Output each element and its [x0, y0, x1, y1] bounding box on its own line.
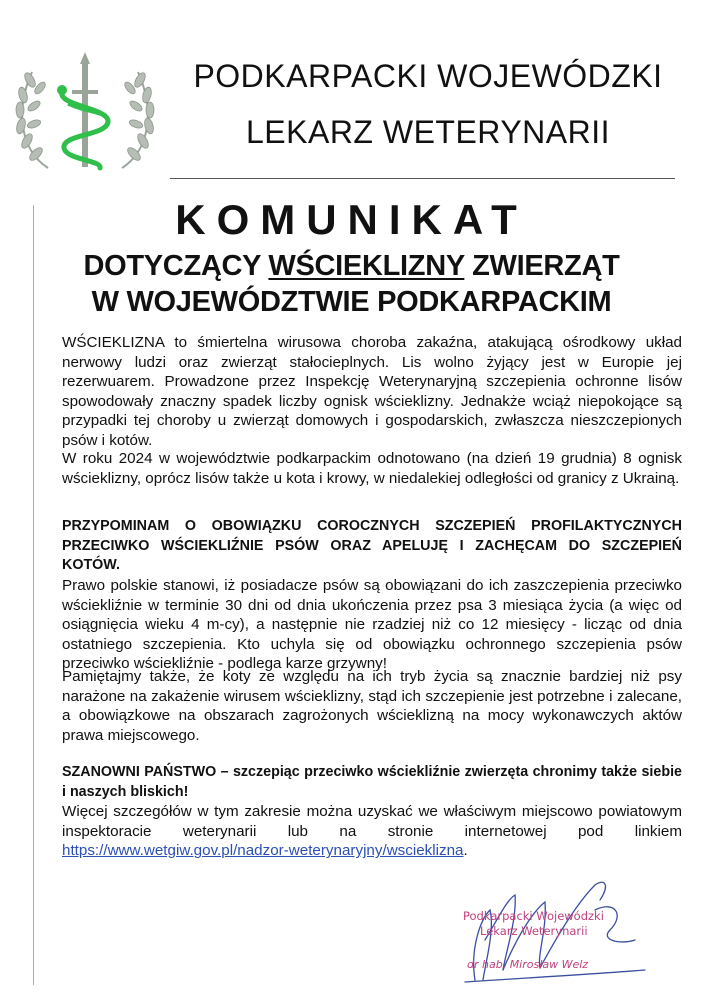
header-title-line2: LEKARZ WETERYNARII — [245, 114, 611, 150]
paragraph-law: Prawo polskie stanowi, iż posiadacze psów są obowiązani do ich zaszczepienia przeciwko wściekliźnie w terminie 30 dni od dnia ukończenia przez psa 3 miesiąca życia (a więc od osiągnięcia wieku 4 m-cy), a następnie nie rzadziej niż co 12 miesięcy - licząc od dnia ostatniego szczepienia. Kto uchyla się od obowiązku ochronnego szczepienia psów przeciwko wściekliźnie - podlega karze grzywny! — [62, 577, 682, 673]
document-subtitle-line2: W WOJEWÓDZTWIE PODKARPACKIM — [91, 286, 612, 318]
document-heading: KOMUNIKAT — [175, 196, 528, 243]
link-suffix: . — [463, 842, 468, 860]
header-divider — [170, 178, 675, 179]
wetgiw-link[interactable]: https://www.wetgiw.gov.pl/nadzor-weterynaryjny/wscieklizna — [62, 842, 464, 860]
header-title-line1: PODKARPACKI WOJEWÓDZKI — [193, 58, 663, 94]
paragraph-more-info — [62, 802, 682, 861]
subtitle-part1: DOTYCZĄCY — [83, 250, 269, 282]
paragraph-cats: Pamiętajmy także, że koty ze względu na ich tryb życia są znacznie bardziej niż psy narażone na zakażenie wirusem wścieklizny, stąd ich szczepienie jest potrzebne i zalecane, a obowiązkowe na obszarach zagrożonych wścieklizną na mocy wykonawczych aktów prawa miejscowego. — [62, 668, 682, 744]
stamp-signatory: dr hab. Mirosław Welz — [467, 958, 589, 971]
subtitle-part2: ZWIERZĄT — [464, 250, 620, 282]
document-subtitle-line1 — [0, 250, 703, 283]
bold-appeal: SZANOWNI PAŃSTWO – szczepiąc przeciwko wściekliźnie zwierzęta chronimy także siebie i naszych bliskich! — [62, 764, 682, 800]
bold-notice: PRZYPOMINAM O OBOWIĄZKU COROCZNYCH SZCZEPIEŃ PROFILAKTYCZNYCH PRZECIWKO WŚCIEKLIŹNIE PSÓW ORAZ APELUJĘ I ZACHĘCAM DO SZCZEPIEŃ KOTÓW. — [62, 518, 682, 574]
stamp-line2: Lekarz Weterynarii — [480, 924, 588, 938]
subtitle-underlined: WŚCIEKLIZNY — [268, 250, 465, 282]
paragraph-intro: WŚCIEKLIZNA to śmiertelna wirusowa choroba zakaźna, atakującą ośrodkowy układ nerwowy ludzi oraz zwierząt stałocieplnych. Lis wolno żyjący jest w Europie jej rezerwuarem. Prowadzone przez Inspekcję Weterynaryjną szczepienia ochronne lisów spowodowały znaczny spadek liczby ognisk wścieklizny. Jednakże wciąż niepokojące są przypadki tej choroby u zwierząt domowych i gospodarskich, zwłaszcza nieszczepionych psów i kotów. — [62, 334, 682, 449]
left-margin-line — [33, 205, 34, 985]
stamp-line1: Podkarpacki Wojewódzki — [463, 909, 604, 923]
paragraph-outbreaks: W roku 2024 w województwie podkarpackim odnotowano (na dzień 19 grudnia) 8 ognisk wścieklizny, oprócz lisów także u kota i krowy, w niedalekiej odległości od granicy z Ukrainą. — [62, 450, 682, 487]
more-info-text: Więcej szczegółów w tym zakresie można uzyskać we właściwym miejscowo powiatowym inspektoracie weterynarii lub na stronie internetowej pod linkiem — [62, 803, 682, 840]
veterinary-emblem-icon — [10, 50, 160, 180]
